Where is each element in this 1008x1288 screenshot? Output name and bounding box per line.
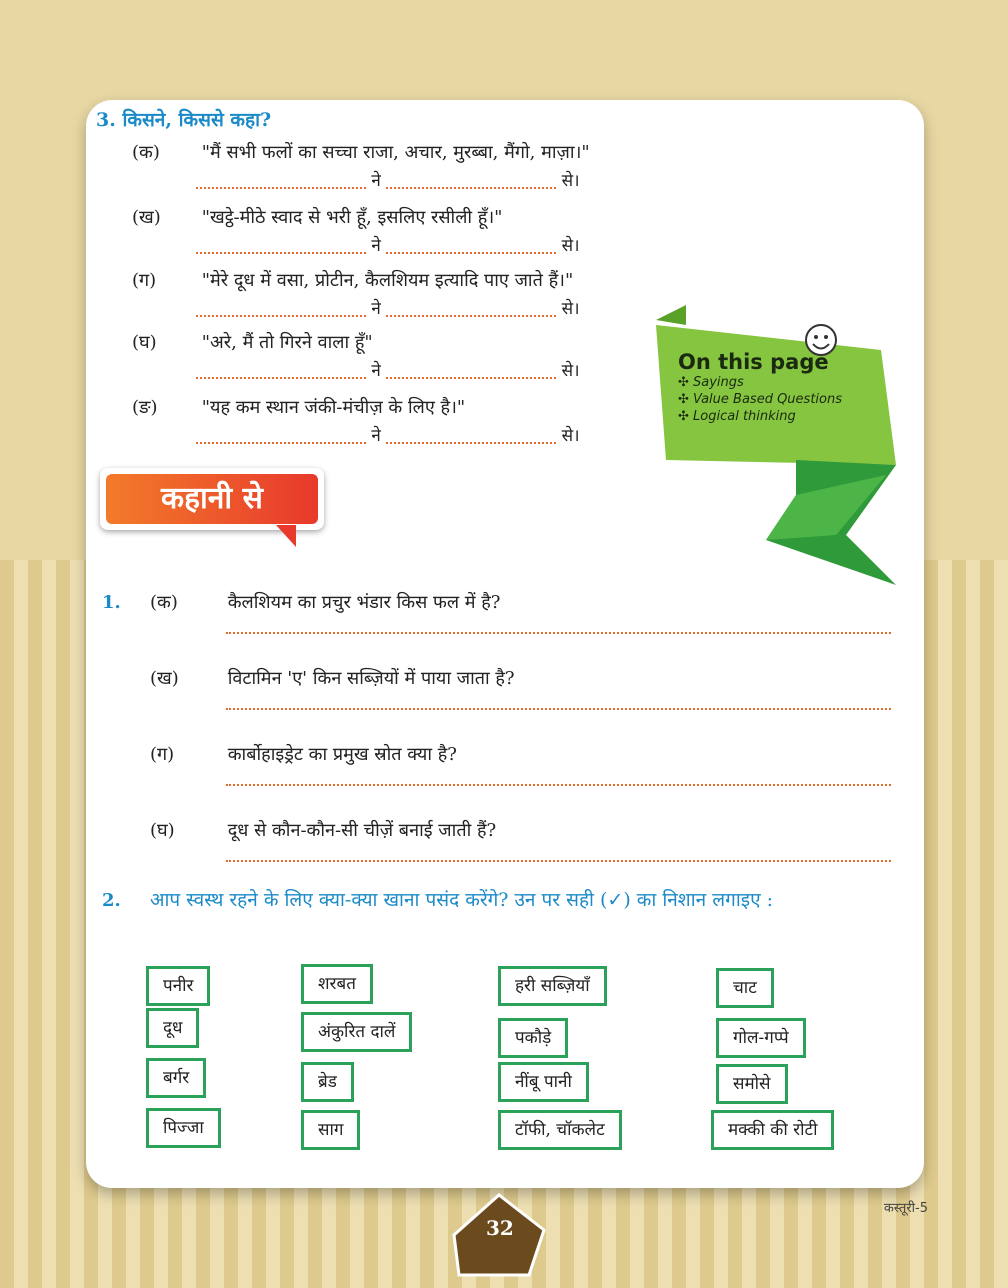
q1-answer-line[interactable]	[226, 708, 891, 710]
q1-item-kha	[150, 666, 515, 690]
q3-item-quote: "मैं सभी फलों का सच्चा राजा, अचार, मुरब्बा, मैंगो, माज़ा।"	[201, 142, 590, 163]
q1-item-label: (घ)	[150, 820, 175, 841]
book-name: कस्तूरी-5	[883, 1201, 928, 1216]
food-option[interactable]: दूध	[146, 1008, 199, 1048]
q3-answer-line[interactable]: ने से।	[196, 358, 580, 381]
q1-item-text: कैलशियम का प्रचुर भंडार किस फल में है?	[227, 592, 501, 613]
question-2-number: 2.	[102, 890, 121, 911]
on-this-page-ribbon	[646, 295, 916, 595]
q1-item-text: दूध से कौन-कौन-सी चीज़ें बनाई जाती हैं?	[227, 820, 497, 841]
food-option[interactable]: ब्रेड	[301, 1062, 354, 1102]
q3-answer-line[interactable]: ने से।	[196, 423, 580, 446]
q3-answer-line[interactable]: ने से।	[196, 296, 580, 319]
ribbon-title: On this page	[678, 350, 829, 374]
q3-answer-line[interactable]: ने से।	[196, 233, 580, 256]
section-banner	[100, 468, 324, 530]
food-option[interactable]: गोल-गप्पे	[716, 1018, 806, 1058]
q3-item-label: (घ)	[132, 332, 157, 353]
q1-item-ga	[150, 742, 457, 766]
q1-item-text: विटामिन 'ए' किन सब्ज़ियों में पाया जाता है?	[227, 668, 515, 689]
q1-answer-line[interactable]	[226, 632, 891, 634]
food-option[interactable]: साग	[301, 1110, 360, 1150]
q3-item-label: (ख)	[132, 207, 161, 228]
ribbon-item: ✣ Value Based Questions	[678, 392, 842, 407]
page-number: 32	[486, 1216, 514, 1240]
food-option[interactable]: मक्की की रोटी	[711, 1110, 834, 1150]
food-option[interactable]: नींबू पानी	[498, 1062, 589, 1102]
q3-item-label: (ग)	[132, 270, 157, 291]
q1-item-label: (ग)	[150, 744, 175, 765]
question-2-text: आप स्वस्थ रहने के लिए क्या-क्या खाना पसंद करेंगे? उन पर सही (✓) का निशान लगाइए :	[150, 889, 774, 911]
q3-answer-line[interactable]: ने से।	[196, 168, 580, 191]
worksheet-card	[86, 100, 924, 1188]
food-option[interactable]: शरबत	[301, 964, 373, 1004]
q3-item-kha	[132, 205, 502, 229]
q3-item-nga	[132, 395, 465, 419]
q3-item-gha	[132, 330, 373, 354]
q1-item-text: कार्बोहाइड्रेट का प्रमुख स्रोत क्या है?	[227, 744, 457, 765]
q1-answer-line[interactable]	[226, 860, 891, 862]
question-1-number: 1.	[102, 592, 121, 613]
food-option[interactable]: पनीर	[146, 966, 210, 1006]
q3-item-ga	[132, 268, 573, 292]
food-option[interactable]: पकौड़े	[498, 1018, 568, 1058]
ribbon-item: ✣ Sayings	[678, 375, 744, 390]
ribbon-item: ✣ Logical thinking	[678, 409, 796, 424]
q3-item-label: (क)	[132, 142, 160, 163]
q1-item-label: (ख)	[150, 668, 179, 689]
section-title: कहानी से	[106, 474, 318, 524]
q3-item-ka	[132, 140, 590, 164]
question-3-title: 3. किसने, किससे कहा?	[96, 109, 272, 131]
food-option[interactable]: बर्गर	[146, 1058, 206, 1098]
food-option[interactable]: टॉफी, चॉकलेट	[498, 1110, 622, 1150]
q3-item-quote: "अरे, मैं तो गिरने वाला हूँ"	[201, 332, 373, 353]
q3-item-quote: "खट्ठे-मीठे स्वाद से भरी हूँ, इसलिए रसीली हूँ।"	[201, 207, 503, 228]
q1-item-ka	[150, 590, 500, 614]
q3-item-quote: "यह कम स्थान जंकी-मंचीज़ के लिए है।"	[201, 397, 466, 418]
q1-answer-line[interactable]	[226, 784, 891, 786]
food-option[interactable]: पिज्जा	[146, 1108, 221, 1148]
food-option[interactable]: हरी सब्ज़ियाँ	[498, 966, 607, 1006]
q1-item-label: (क)	[150, 592, 178, 613]
q1-item-gha	[150, 818, 496, 842]
food-option[interactable]: समोसे	[716, 1064, 788, 1104]
ribbon-content	[678, 350, 842, 425]
banner-tail	[276, 525, 296, 547]
q3-item-quote: "मेरे दूध में वसा, प्रोटीन, कैलशियम इत्यादि पाए जाते हैं।"	[201, 270, 574, 291]
food-option[interactable]: अंकुरित दालें	[301, 1012, 412, 1052]
q3-item-label: (ङ)	[132, 397, 158, 418]
food-option[interactable]: चाट	[716, 968, 774, 1008]
